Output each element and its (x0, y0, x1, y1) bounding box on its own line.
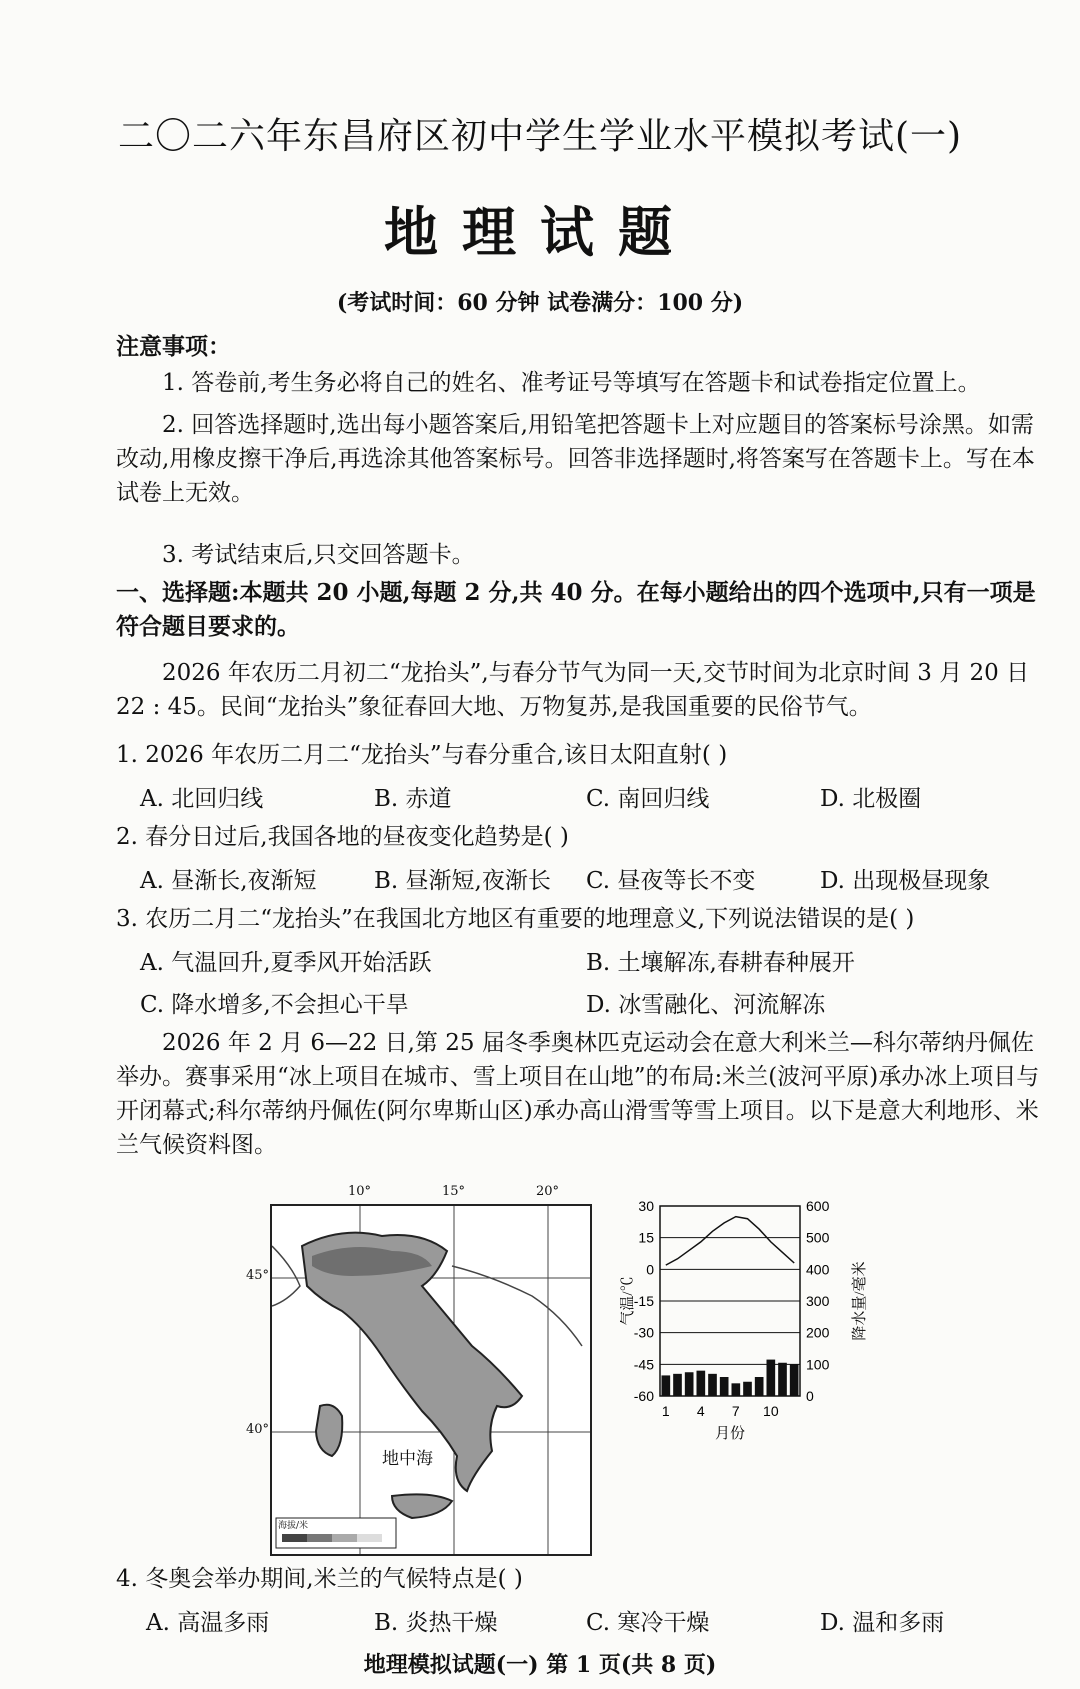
x-axis-title: 月份 (714, 1426, 746, 1442)
q2-option-c: C. 昼夜等长不变 (586, 868, 756, 894)
sardinia-island (316, 1405, 342, 1456)
q1-option-a: A. 北回归线 (140, 786, 264, 812)
lon-label-20: 20° (536, 1184, 560, 1199)
q2-option-d: D. 出现极昼现象 (820, 868, 991, 894)
precip-bar (790, 1364, 799, 1396)
precip-tick-label: 500 (806, 1229, 830, 1246)
question-3-stem: 3. 农历二月二“龙抬头”在我国北方地区有重要的地理意义,下列说法错误的是( ) (116, 906, 915, 932)
precip-bar (755, 1377, 764, 1396)
month-tick-label: 10 (763, 1403, 779, 1419)
month-tick-label: 1 (661, 1403, 670, 1419)
month-tick-label: 4 (696, 1403, 705, 1419)
question-4-stem: 4. 冬奥会举办期间,米兰的气候特点是( ) (116, 1566, 523, 1592)
precip-tick-label: 300 (806, 1293, 830, 1309)
month-tick-label: 7 (731, 1403, 740, 1419)
precip-tick-label: 400 (806, 1261, 830, 1278)
section1-title: 一、选择题:本题共 20 小题,每题 2 分,共 40 分。在每小题给出的四个选项中,只有一项是符合题目要求的。 (116, 579, 1036, 640)
temp-tick-label: 15 (638, 1229, 654, 1246)
legend-swatch-3 (332, 1534, 357, 1542)
lat-label-40: 40° (246, 1422, 270, 1437)
italy-terrain-map (270, 1204, 592, 1556)
temp-tick-label: -45 (633, 1356, 654, 1373)
temp-tick-label: -60 (633, 1388, 654, 1404)
precip-bar (685, 1372, 694, 1396)
temp-line (666, 1217, 794, 1266)
notice-item-1: 1. 答卷前,考生务必将自己的姓名、准考证号等填写在答题卡和试卷指定位置上。 (162, 370, 981, 396)
precip-bar (732, 1383, 741, 1396)
passage-1: 2026 年农历二月初二“龙抬头”,与春分节气为同一天,交节时间为北京时间 3 月 20 日 22 : 45。民间“龙抬头”象征春回大地、万物复苏,是我国重要的民俗节气。 (116, 660, 1030, 720)
q1-option-d: D. 北极圈 (820, 786, 922, 812)
legend-swatch-1 (282, 1534, 307, 1542)
q3-option-d: D. 冰雪融化、河流解冻 (586, 992, 826, 1018)
legend-swatch-2 (307, 1534, 332, 1542)
precip-tick-label: 600 (806, 1198, 830, 1214)
sea-label: 地中海 (382, 1449, 433, 1469)
temp-tick-label: -15 (633, 1293, 654, 1309)
precip-bar (778, 1363, 787, 1396)
page-footer: 地理模拟试题(一) 第 1 页(共 8 页) (363, 1652, 717, 1678)
precip-tick-label: 0 (806, 1388, 814, 1404)
chart-labels (620, 1198, 868, 1442)
notice-item-2: 2. 回答选择题时,选出每小题答案后,用铅笔把答题卡上对应题目的答案标号涂黑。如需改动,用橡皮擦干净后,再选涂其他答案标号。回答非选择题时,将答案写在答题卡上。写在本试卷上无效。 (116, 412, 1035, 506)
precip-bar (767, 1360, 776, 1396)
notice-item-3: 3. 考试结束后,只交回答题卡。 (162, 542, 475, 568)
precip-tick-label: 100 (806, 1356, 830, 1373)
precip-tick-label: 200 (806, 1324, 830, 1341)
precip-bar (743, 1382, 752, 1396)
precip-bar (662, 1375, 671, 1396)
exam-info: (考试时间：60 分钟 试卷满分：100 分) (336, 290, 744, 316)
q4-option-a: A. 高温多雨 (146, 1610, 270, 1636)
lat-label-45: 45° (246, 1268, 270, 1283)
exam-title: 二〇二六年东昌府区初中学生学业水平模拟考试(一) (117, 116, 963, 157)
temp-tick-label: 30 (638, 1198, 654, 1214)
q2-option-a: A. 昼渐长,夜渐短 (140, 868, 317, 894)
italy-map-drawing (272, 1206, 590, 1554)
passage-2: 2026 年 2 月 6—22 日,第 25 届冬季奥林匹克运动会在意大利米兰—科尔蒂纳丹佩佐举办。赛事采用“冰上项目在城市、雪上项目在山地”的布局:米兰(波河平原)承办冰上项目与开闭幕式;科尔蒂纳丹佩佐(阿尔卑斯山区)承办高山滑雪等雪上项目。以下是意大利地形、米兰气候资料图。 (116, 1030, 1040, 1158)
q4-option-d: D. 温和多雨 (820, 1610, 945, 1636)
y-axis-right-title: 降水量/毫米 (852, 1261, 868, 1341)
q1-option-b: B. 赤道 (374, 786, 452, 812)
precip-bars (662, 1360, 799, 1396)
temp-line-group (666, 1217, 794, 1266)
milan-climate-chart (620, 1196, 920, 1536)
legend-title: 海拔/米 (278, 1521, 309, 1531)
temp-tick-label: 0 (646, 1261, 654, 1278)
legend-swatch-4 (357, 1534, 382, 1542)
france-coast (272, 1246, 300, 1306)
precip-bar (720, 1377, 729, 1396)
subject-title: 地理试题 (384, 200, 696, 264)
temp-tick-label: -30 (633, 1324, 654, 1341)
q3-option-a: A. 气温回升,夏季风开始活跃 (140, 950, 432, 976)
lon-label-15: 15° (442, 1184, 466, 1199)
q1-option-c: C. 南回归线 (586, 786, 710, 812)
question-1-stem: 1. 2026 年农历二月二“龙抬头”与春分重合,该日太阳直射( ) (116, 742, 728, 768)
sicily-island (392, 1494, 452, 1518)
notice-title: 注意事项： (116, 333, 231, 360)
question-2-stem: 2. 春分日过后,我国各地的昼夜变化趋势是( ) (116, 824, 569, 850)
q4-option-c: C. 寒冷干燥 (586, 1610, 710, 1636)
y-axis-left-title: 气温/℃ (620, 1276, 636, 1326)
precip-bar (673, 1374, 682, 1396)
q2-option-b: B. 昼渐短,夜渐长 (374, 868, 551, 894)
q4-option-b: B. 炎热干燥 (374, 1610, 498, 1636)
q3-option-c: C. 降水增多,不会担心干旱 (140, 992, 409, 1018)
precip-bar (697, 1371, 706, 1396)
q3-option-b: B. 土壤解冻,春耕春种展开 (586, 950, 855, 976)
lon-label-10: 10° (348, 1184, 372, 1199)
precip-bar (708, 1374, 717, 1396)
